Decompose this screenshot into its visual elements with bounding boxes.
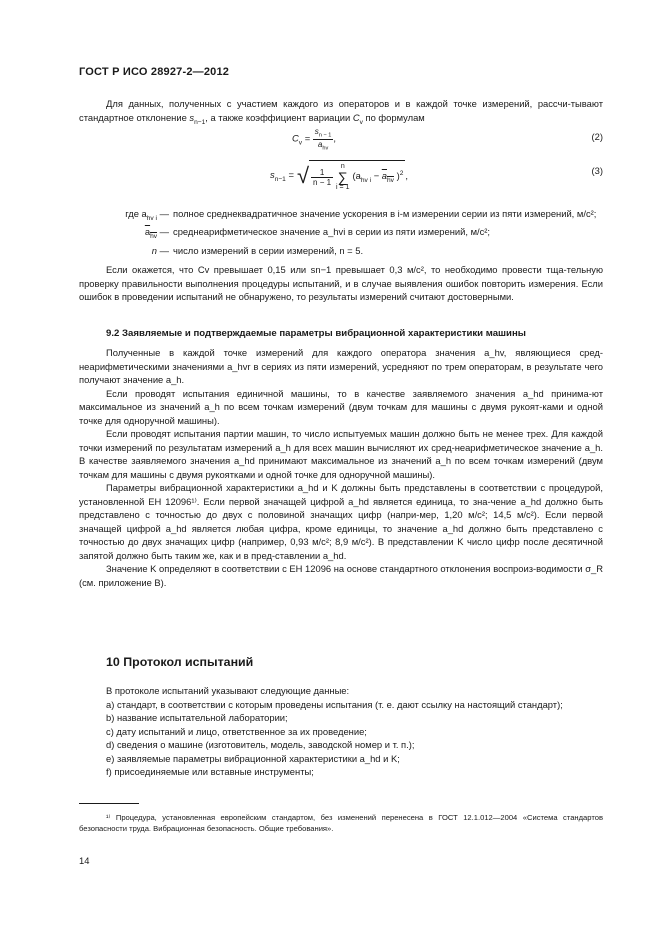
section-10-body: [79, 684, 603, 779]
section-9-2-title: 9.2 Заявляемые и подтверждаемые параметры вибрационной характеристики машины: [106, 328, 526, 339]
list-item: e) заявляемые параметры вибрационной характеристики a_hd и K;: [106, 752, 400, 764]
sqrt-body: $\frac{1}{n - 1}$ n ∑ i = 1 ($a_{hv i} - a_{hv}$ )$^2$: [309, 160, 405, 191]
paragraph: Значение K определяют в соответствии с ЕН 12096 на основе стандартного отклонения воспроиз-водимости σ_R (см. приложение В).: [79, 563, 603, 588]
paragraph: Если проводят испытания единичной машины, то в качестве заявляемого значения a_hd принима-ют максимальное из значений a_h по всем точкам измерений (двум точкам для машины с двумя рукоят-ками и одной точке для одноручной машины).: [79, 387, 603, 426]
after-definitions-paragraph: Если окажется, что Cv превышает 0,15 или sn−1 превышает 0,3 м/с², то необходимо провести тща-тельную проверку правильности выполнения процедуры испытаний, и в случае выявления ошибок повторить измерения. Если ошибок в проведении испытаний не обнаружено, то результаты измерений считают достоверными.: [79, 264, 603, 302]
definition-row: где $a_{hv i}$ — полное среднеквадратичное значение ускорения в i-м измерении серии из пяти измерений, м/с²;: [125, 208, 597, 222]
paragraph: В протоколе испытаний указывают следующие данные:: [106, 685, 350, 696]
section-9-2-body: [79, 346, 603, 589]
formula-3-number: (3): [591, 165, 603, 176]
paragraph: Параметры вибрационной характеристики a_hd и K должны быть представлены в соответствии с процедурой, установленной ЕН 12096¹⁾. Если первой значащей цифрой a_hd является единица, то зна-чение a_hd должно быть представлено с точностью до двух с половиной значащих цифр (напри-мер, 1,20 м/с²; 14,5 м/с²). Если первой значащей цифрой a_hd является любая цифра, кроме единицы, то значение a_hd должно быть представлено с точностью до двух значащих цифр (например, 0,93 м/с²; 8,9 м/с²). В представлении K число цифр после десятичной запятой должно быть таким же, как и в пред-ставлении a_hd.: [79, 482, 603, 561]
definition-row: $a_{hv}$ — среднеарифметическое значение a_hvi в серии из пяти измерений, м/с²;: [144, 226, 491, 241]
section-10-title: 10 Протокол испытаний: [106, 655, 254, 669]
summation: n ∑ i = 1: [336, 163, 350, 191]
formula-2-fraction: $\frac{s_{n - 1}}{a_{hv}}$: [314, 127, 332, 152]
intro-text-c: по формулам: [362, 111, 425, 123]
symbol-s-sub: n−1: [194, 118, 206, 126]
symbol-s: s: [189, 111, 195, 123]
page-number: 14: [79, 855, 90, 866]
symbol-c-sub: v: [359, 118, 363, 126]
intro-paragraph: [79, 97, 603, 129]
list-item: c) дату испытаний и лицо, ответственное за их проведение;: [106, 725, 367, 737]
intro-text-b: , а также коэффициент вариации: [205, 111, 353, 123]
symbol-c: C: [352, 111, 360, 123]
document-header: ГОСТ Р ИСО 28927-2—2012: [79, 66, 230, 78]
definitions-list: [79, 207, 603, 257]
footnote-rule: [79, 803, 139, 804]
paragraph: Полученные в каждой точке измерений для каждого оператора значения a_hv, являющиеся сред-неарифметическими значениями a_hvr в сериях из пяти измерений, усредняют по трем операторам, в результате чего получают значение a_h.: [79, 347, 603, 385]
formula-3: $s_{n-1}$ = √ $\frac{1}{n - 1}$ n ∑ i = 1 ($a_{hv i} - a_{hv}$ )$^2$ ,: [270, 160, 408, 191]
formula-2-number: (2): [591, 131, 603, 142]
footnote: ¹⁾ Процедура, установленная европейским стандартом, без изменений перенесена в ГОСТ 12.1.012—2004 «Система стандартов безопасности труда. Вибрационная безопасность. Общие требования».: [79, 813, 603, 833]
paragraph: Если проводят испытания партии машин, то число испытуемых машин должно быть не менее трех. Для каждой точки измерений по результатам измерений a_h для всех машин вычисляют их сред-неарифметическое значение a_h. В качестве заявляемого значения a_hd принимают максимальное из значений a_h по всем точкам измерений (двум точкам для машины с двумя рукоятками и одной точке для одноручной машины).: [79, 428, 603, 480]
list-item: b) название испытательной лаборатории;: [106, 712, 288, 723]
list-item: d) сведения о машине (изготовитель, модель, заводской номер и т. п.);: [106, 739, 415, 750]
intro-text-a: Для данных, полученных с участием каждого из операторов и в каждой точке измерений, рассчи-тывают стандартное отклонение: [79, 98, 603, 123]
sqrt-sign: √: [296, 162, 310, 188]
definition-row: n — число измерений в серии измерений, n = 5.: [151, 244, 364, 256]
list-item: f) присоединяемые или вставные инструменты;: [106, 766, 314, 777]
formula-2: $C_v$ = $\frac{s_{n - 1}}{a_{hv}}$ ,: [292, 127, 336, 152]
list-item: а) стандарт, в соответствии с которым проведены испытания (т. е. дают ссылку на настоящий стандарт);: [106, 698, 563, 710]
